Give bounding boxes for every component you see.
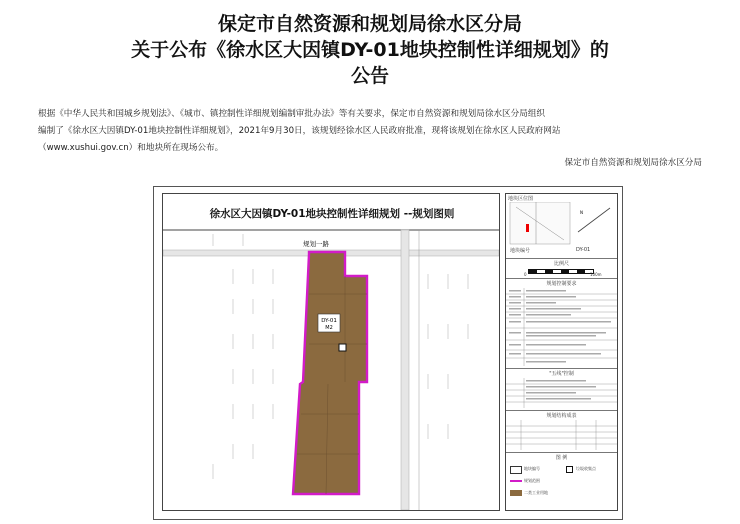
scale-section (506, 260, 617, 279)
five-lines-section (506, 370, 617, 411)
garbage-point-icon (339, 344, 346, 351)
legend-swatch-parcel (510, 490, 522, 496)
location-code-label: 地块编号 (510, 248, 531, 254)
notice-title-line3: 公告 (350, 65, 389, 87)
requirements-section (506, 280, 617, 369)
parcel-dy01 (293, 252, 367, 494)
structure-title: 规划结构成表 (546, 413, 577, 419)
scale-zero: 0 (524, 272, 527, 277)
location-marker (526, 224, 529, 232)
legend-section (506, 454, 617, 514)
plan-map (162, 193, 500, 511)
location-code: DY-01 (576, 247, 591, 253)
plan-title: 徐水区大因镇DY-01地块控制性详细规划 --规划图则 (209, 208, 455, 220)
location-title: 地块区位图 (508, 196, 534, 202)
scale-bar (528, 269, 594, 274)
legend-item-parcel: 二类工业用地 (524, 490, 548, 495)
plan-side-panel (505, 193, 618, 511)
legend-title: 图 例 (555, 455, 568, 461)
legend-item-boundary: 规划范围 (524, 478, 540, 483)
parcel-sublabel: M2 (325, 325, 333, 331)
parcel-label: DY-01 (321, 318, 337, 324)
five-lines-table (506, 378, 617, 408)
five-lines-title: "五线"控制 (549, 371, 574, 377)
structure-section (506, 412, 617, 453)
svg-text:N: N (580, 210, 583, 215)
scale-title: 比例尺 (553, 261, 569, 267)
legend-item-code: 地块编号 (524, 466, 540, 471)
road-label: 规划一路 (303, 240, 329, 248)
legend-swatch-boundary (510, 480, 522, 482)
body-line-3: （www.xushui.gov.cn）和地块所在现场公布。 (38, 143, 224, 153)
signature: 保定市自然资源和规划局徐水区分局 (564, 158, 702, 168)
requirements-title: 规划控制要求 (546, 281, 577, 287)
body-line-2: 编制了《徐水区大因镇DY-01地块控制性详细规划》，2021年9月30日，该规划经徐水区人民政府批准，现将该规划在徐水区人民政府网站 (38, 126, 561, 136)
legend-item-garbage: 垃圾收集点 (576, 466, 596, 471)
notice-title-line2: 关于公布《徐水区大因镇DY-01地块控制性详细规划》的 (131, 39, 609, 61)
notice-body (38, 106, 706, 157)
legend-swatch-garbage (566, 466, 573, 473)
location-map (506, 202, 617, 246)
notice-title-line1: 保定市自然资源和规划局徐水区分局 (217, 13, 522, 35)
plan-map-frame (153, 186, 623, 520)
road-vertical (401, 230, 409, 510)
requirements-table (506, 288, 617, 366)
site-plan-drawing (163, 194, 499, 510)
structure-table (506, 420, 617, 450)
scale-max: 100m (590, 272, 602, 277)
body-line-1: 根据《中华人民共和国城乡规划法》、《城市、镇控制性详细规划编制审批办法》等有关要求，保定市自然资源和规划局徐水区分局组织 (38, 109, 546, 119)
location-section (506, 194, 617, 259)
legend-swatch-code (510, 466, 522, 474)
